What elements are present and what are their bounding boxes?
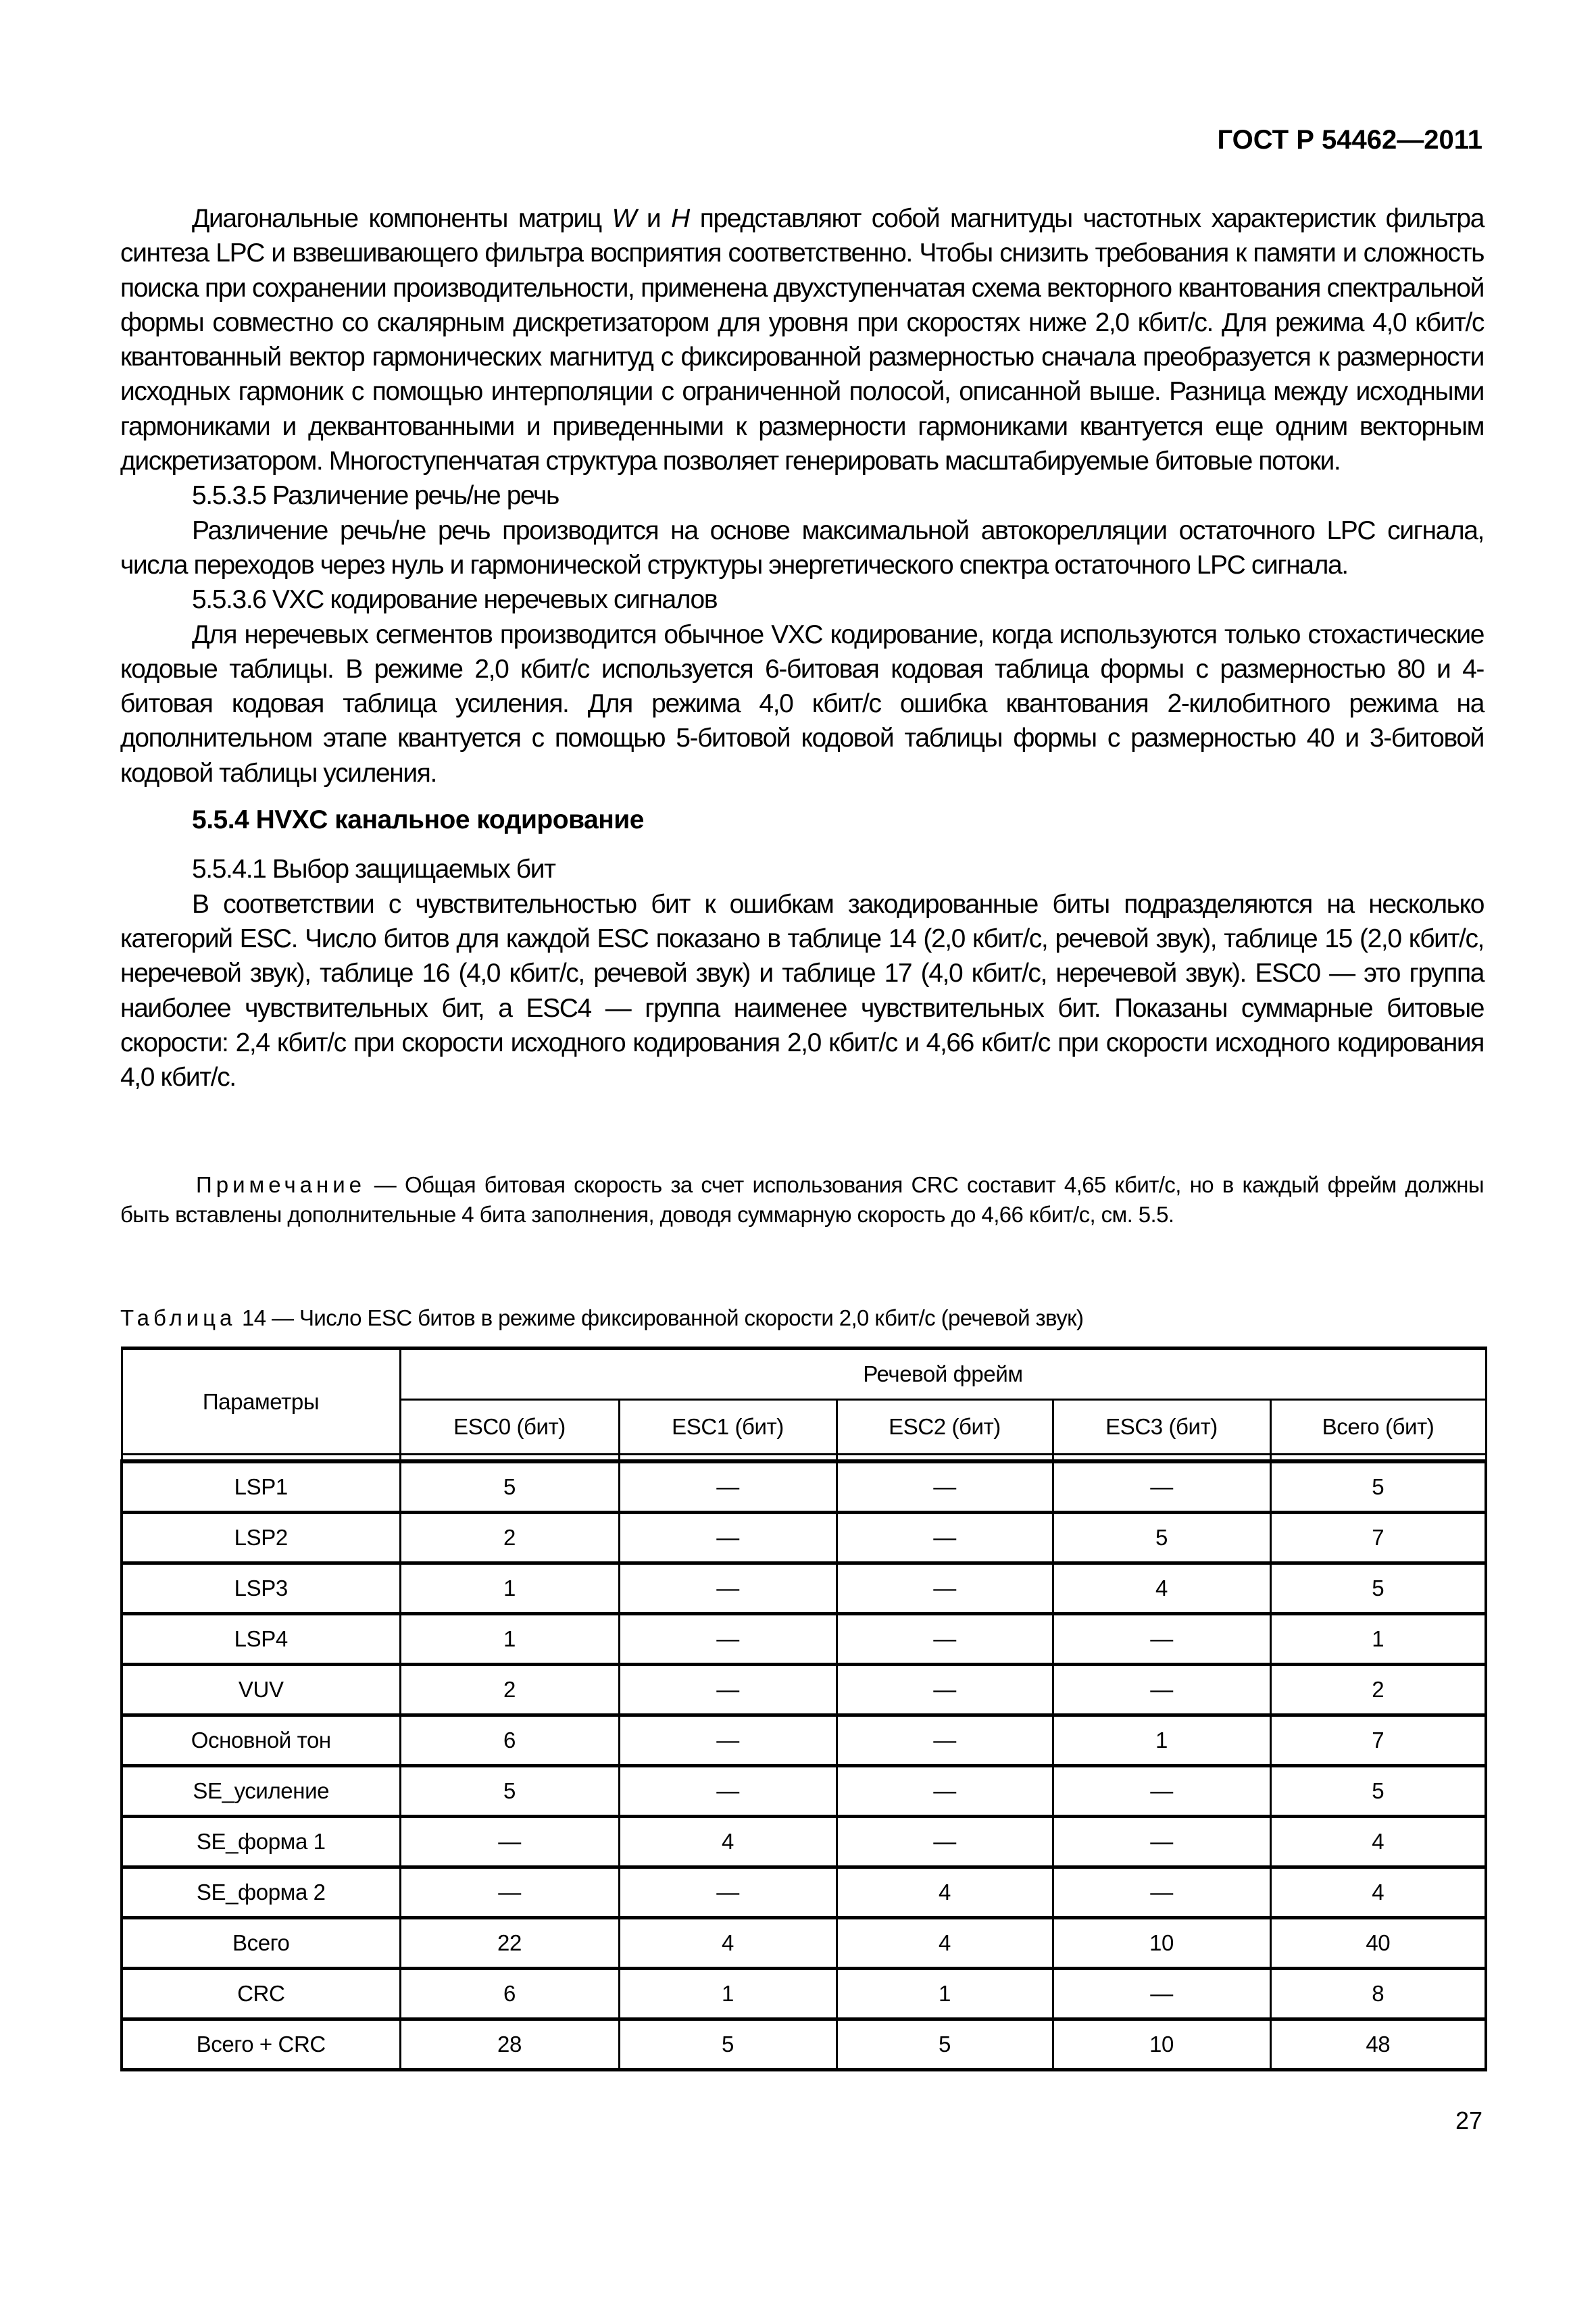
row-value-cell: 1	[837, 1969, 1053, 2019]
header-total: Всего (бит)	[1270, 1400, 1486, 1455]
row-value-cell: —	[619, 1563, 837, 1614]
header-speech-frame: Речевой фрейм	[400, 1349, 1486, 1400]
row-value-cell: —	[837, 1513, 1053, 1563]
table-row	[122, 1918, 1486, 1969]
table-row	[122, 1969, 1486, 2019]
table-row	[122, 1817, 1486, 1867]
row-value-cell: —	[619, 1665, 837, 1715]
row-value-cell: —	[400, 1817, 619, 1867]
paragraph-speech-discrimination: Различение речь/не речь производится на основе максимальной автокорелляции остаточного LPC сигнала, числа переходов через нуль и гармонической структуры энергетического спектра остаточного LPC сигнала.	[120, 515, 1484, 580]
row-parameter-name: SE_форма 2	[122, 1867, 400, 1918]
subheading-5-5-3-6: 5.5.3.6 VXC кодирование неречевых сигналов	[192, 585, 718, 615]
table-body	[122, 1461, 1486, 2070]
row-parameter-name: Всего	[122, 1918, 400, 1969]
paragraph-protected-bits: В соответствии с чувствительностью бит к ошибкам закодированные биты подразделяются на несколько категорий ESC. Число битов для каждой ESC показано в таблице 14 (2,0 кбит/с, речевой звук), таблице 15 (2,0 кбит/с, неречевой звук), таблице 16 (4,0 кбит/с, речевой звук) и таблице 17 (4,0 кбит/с, неречевой звук). ESC0 — это группа наиболее чувствительных бит, а ESC4 — группа наименее чувствительных бит. Показаны суммарные битовые скорости: 2,4 кбит/с при скорости исходного кодирования 2,0 кбит/с и 4,66 кбит/с при скорости исходного кодирования 4,0 кбит/с.	[120, 889, 1484, 1092]
row-value-cell: 4	[1270, 1817, 1486, 1867]
note-separator: —	[366, 1172, 405, 1197]
matrix-w-symbol: W	[612, 204, 637, 233]
table-row	[122, 1665, 1486, 1715]
row-value-cell: 5	[1053, 1513, 1270, 1563]
paragraph-vxc-coding: Для неречевых сегментов производится обычное VXC кодирование, когда используются только стохастические кодовые таблицы. В режиме 2,0 кбит/с используется 6-битовая кодовая таблица формы с размерностью 80 и 4-битовая кодовая таблица усиления. Для режима 4,0 кбит/с ошибка квантования 2-килобитного режима на дополнительном этапе квантуется с помощью 5-битовой кодовой таблицы формы с размерностью 40 и 3-битовой кодовой таблицы усиления.	[120, 620, 1484, 788]
section-heading-5-5-4: 5.5.4 HVXC канальное кодирование	[192, 805, 644, 835]
row-value-cell: —	[837, 1665, 1053, 1715]
row-value-cell: 8	[1270, 1969, 1486, 2019]
row-value-cell: 7	[1270, 1715, 1486, 1766]
row-parameter-name: SE_форма 1	[122, 1817, 400, 1867]
row-value-cell: 4	[619, 1918, 837, 1969]
row-value-cell: 2	[400, 1665, 619, 1715]
subheading-5-5-4-1: 5.5.4.1 Выбор защищаемых бит	[192, 855, 555, 884]
row-value-cell: —	[1053, 1461, 1270, 1513]
row-value-cell: 1	[1053, 1715, 1270, 1766]
header-esc0: ESC0 (бит)	[400, 1400, 619, 1455]
matrix-h-symbol: H	[671, 204, 689, 233]
text-run: и	[636, 204, 672, 233]
row-value-cell: 1	[400, 1563, 619, 1614]
text-run: представляют собой магнитуды частотных характеристик фильтра синтеза LPC и взвешивающего фильтра восприятия соответственно. Чтобы снизить требования к памяти и сложность поиска при сохранении производительности, применена двухступенчатая схема векторного квантования спектральной формы совместно со скалярным дискретизатором для уровня при скоростях ниже 2,0 кбит/с. Для режима 4,0 кбит/с квантованный вектор гармонических магнитуд с фиксированной размерностью сначала преобразуется к размерности исходных гармоник с помощью интерполяции с ограниченной полосой, описанной выше. Разница между исходными гармониками и деквантованными и приведенными к размерности гармониками квантуется еще одним векторным дискретизатором. Многоступенчатая структура позволяет генерировать масштабируемые битовые потоки.	[120, 204, 1484, 476]
table-row	[122, 2019, 1486, 2070]
row-value-cell: 5	[400, 1766, 619, 1817]
row-value-cell: 5	[1270, 1766, 1486, 1817]
row-value-cell: —	[837, 1461, 1053, 1513]
header-esc3: ESC3 (бит)	[1053, 1400, 1270, 1455]
table-row	[122, 1563, 1486, 1614]
row-value-cell: 48	[1270, 2019, 1486, 2070]
table-caption	[120, 1305, 1083, 1331]
row-value-cell: 4	[837, 1918, 1053, 1969]
row-value-cell: —	[619, 1715, 837, 1766]
table-caption-number: 14	[241, 1305, 266, 1330]
row-value-cell: 6	[400, 1969, 619, 2019]
row-value-cell: 2	[400, 1513, 619, 1563]
header-esc2: ESC2 (бит)	[837, 1400, 1053, 1455]
row-value-cell: 5	[1270, 1563, 1486, 1614]
note-text: Общая битовая скорость за счет использования CRC составит 4,65 кбит/с, но в каждый фрейм должны быть вставлены дополнительные 4 бита заполнения, доводя суммарную скорость до 4,66 кбит/с, см. 5.5.	[120, 1172, 1484, 1227]
row-value-cell: 4	[619, 1817, 837, 1867]
row-value-cell: 4	[1270, 1867, 1486, 1918]
body-text	[120, 201, 1484, 1095]
row-value-cell: —	[837, 1715, 1053, 1766]
table-caption-label: Таблица	[120, 1305, 236, 1330]
header-double-rule	[122, 1455, 1486, 1462]
table-row	[122, 1766, 1486, 1817]
table-row	[122, 1614, 1486, 1665]
page-number: 27	[1455, 2107, 1482, 2134]
row-value-cell: —	[837, 1766, 1053, 1817]
row-value-cell: 28	[400, 2019, 619, 2070]
table-row	[122, 1867, 1486, 1918]
row-parameter-name: VUV	[122, 1665, 400, 1715]
row-parameter-name: LSP4	[122, 1614, 400, 1665]
row-value-cell: —	[1053, 1766, 1270, 1817]
table-row	[122, 1513, 1486, 1563]
row-value-cell: —	[1053, 1867, 1270, 1918]
row-parameter-name: Всего + CRC	[122, 2019, 400, 2070]
row-value-cell: —	[619, 1766, 837, 1817]
row-value-cell: 5	[837, 2019, 1053, 2070]
row-value-cell: 7	[1270, 1513, 1486, 1563]
row-value-cell: —	[1053, 1665, 1270, 1715]
row-value-cell: 4	[1053, 1563, 1270, 1614]
row-value-cell: 40	[1270, 1918, 1486, 1969]
row-value-cell: 1	[619, 1969, 837, 2019]
table-row	[122, 1715, 1486, 1766]
note-block	[120, 1170, 1484, 1230]
row-value-cell: —	[837, 1817, 1053, 1867]
row-parameter-name: CRC	[122, 1969, 400, 2019]
row-value-cell: 6	[400, 1715, 619, 1766]
row-value-cell: —	[837, 1614, 1053, 1665]
row-value-cell: —	[400, 1867, 619, 1918]
subheading-5-5-3-5: 5.5.3.5 Различение речь/не речь	[192, 481, 559, 511]
row-value-cell: —	[1053, 1969, 1270, 2019]
row-value-cell: —	[619, 1513, 837, 1563]
row-value-cell: 1	[400, 1614, 619, 1665]
row-value-cell: 10	[1053, 2019, 1270, 2070]
esc-bits-table	[120, 1347, 1487, 2071]
row-value-cell: 1	[1270, 1614, 1486, 1665]
row-parameter-name: SE_усиление	[122, 1766, 400, 1817]
document-standard-code: ГОСТ Р 54462—2011	[1217, 125, 1482, 155]
paragraph-matrices	[120, 201, 1484, 478]
row-value-cell: —	[619, 1614, 837, 1665]
row-value-cell: —	[837, 1563, 1053, 1614]
row-parameter-name: LSP2	[122, 1513, 400, 1563]
table-row	[122, 1461, 1486, 1513]
row-value-cell: —	[1053, 1614, 1270, 1665]
row-value-cell: —	[1053, 1817, 1270, 1867]
header-esc1: ESC1 (бит)	[619, 1400, 837, 1455]
row-value-cell: 22	[400, 1918, 619, 1969]
text-run: Диагональные компоненты матриц	[192, 204, 612, 233]
row-value-cell: 2	[1270, 1665, 1486, 1715]
row-value-cell: 5	[619, 2019, 837, 2070]
row-parameter-name: Основной тон	[122, 1715, 400, 1766]
header-parameters: Параметры	[122, 1349, 400, 1455]
row-parameter-name: LSP3	[122, 1563, 400, 1614]
row-value-cell: —	[619, 1867, 837, 1918]
table-caption-text: — Число ESC битов в режиме фиксированной скорости 2,0 кбит/с (речевой звук)	[266, 1305, 1084, 1330]
row-value-cell: 10	[1053, 1918, 1270, 1969]
row-value-cell: —	[619, 1461, 837, 1513]
row-value-cell: 4	[837, 1867, 1053, 1918]
row-parameter-name: LSP1	[122, 1461, 400, 1513]
row-value-cell: 5	[400, 1461, 619, 1513]
note-label: Примечание	[196, 1172, 366, 1197]
row-value-cell: 5	[1270, 1461, 1486, 1513]
